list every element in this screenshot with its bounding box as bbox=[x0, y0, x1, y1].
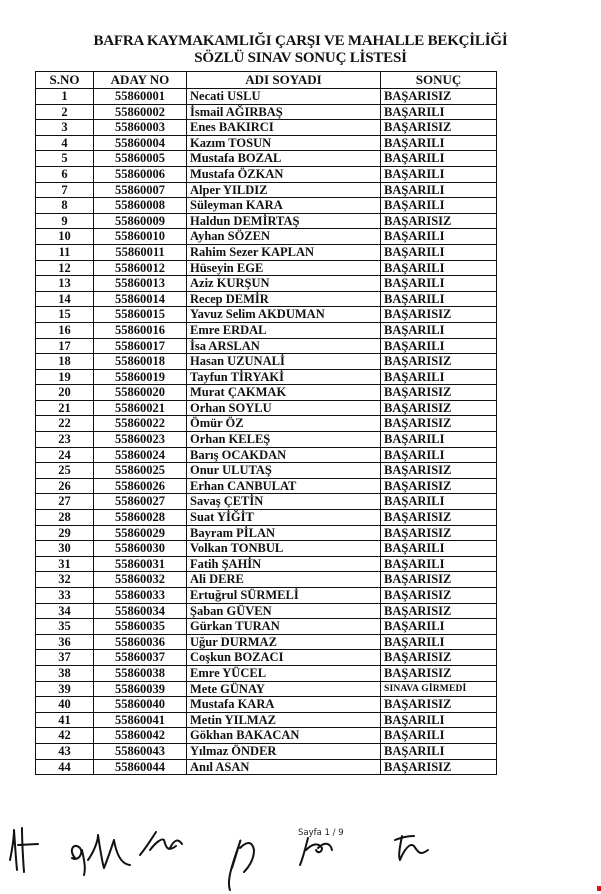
table-row bbox=[36, 510, 497, 526]
signature-5 bbox=[300, 838, 332, 865]
cell-adi-soyadi: Kazım TOSUN bbox=[187, 135, 381, 151]
cell-aday-no: 55860007 bbox=[94, 182, 187, 198]
table-row bbox=[36, 307, 497, 323]
table-row bbox=[36, 276, 497, 292]
table-row bbox=[36, 619, 497, 635]
cell-adi-soyadi: İsmail AĞIRBAŞ bbox=[187, 104, 381, 120]
cell-sonuc: BAŞARILI bbox=[381, 432, 497, 448]
cell-sno: 39 bbox=[36, 681, 94, 697]
cell-aday-no: 55860032 bbox=[94, 572, 187, 588]
cell-aday-no: 55860037 bbox=[94, 650, 187, 666]
header-sno: S.NO bbox=[36, 72, 94, 89]
table-row bbox=[36, 198, 497, 214]
cell-aday-no: 55860035 bbox=[94, 619, 187, 635]
cell-adi-soyadi: Ömür ÖZ bbox=[187, 416, 381, 432]
cell-sno: 29 bbox=[36, 525, 94, 541]
cell-aday-no: 55860030 bbox=[94, 541, 187, 557]
table-row bbox=[36, 120, 497, 136]
table-row bbox=[36, 151, 497, 167]
cell-adi-soyadi: İsa ARSLAN bbox=[187, 338, 381, 354]
cell-aday-no: 55860038 bbox=[94, 665, 187, 681]
cell-aday-no: 55860013 bbox=[94, 276, 187, 292]
cell-aday-no: 55860022 bbox=[94, 416, 187, 432]
cell-adi-soyadi: Gürkan TURAN bbox=[187, 619, 381, 635]
cell-sonuc: BAŞARISIZ bbox=[381, 665, 497, 681]
table-row bbox=[36, 385, 497, 401]
cell-aday-no: 55860019 bbox=[94, 369, 187, 385]
cell-sonuc: BAŞARISIZ bbox=[381, 697, 497, 713]
cell-adi-soyadi: Mustafa BOZAL bbox=[187, 151, 381, 167]
cell-aday-no: 55860002 bbox=[94, 104, 187, 120]
page-number: Sayfa 1 / 9 bbox=[298, 828, 344, 838]
table-row bbox=[36, 354, 497, 370]
cell-adi-soyadi: Enes BAKIRCI bbox=[187, 120, 381, 136]
cell-sonuc: BAŞARILI bbox=[381, 743, 497, 759]
cell-sno: 32 bbox=[36, 572, 94, 588]
table-row bbox=[36, 447, 497, 463]
table-row bbox=[36, 681, 497, 697]
cell-aday-no: 55860029 bbox=[94, 525, 187, 541]
cell-sonuc: BAŞARILI bbox=[381, 619, 497, 635]
cell-sonuc: BAŞARISIZ bbox=[381, 463, 497, 479]
cell-sonuc: BAŞARILI bbox=[381, 276, 497, 292]
cell-sno: 13 bbox=[36, 276, 94, 292]
cell-sno: 15 bbox=[36, 307, 94, 323]
cell-aday-no: 55860020 bbox=[94, 385, 187, 401]
cell-aday-no: 55860023 bbox=[94, 432, 187, 448]
cell-aday-no: 55860024 bbox=[94, 447, 187, 463]
table-row bbox=[36, 89, 497, 105]
document-title-line1: BAFRA KAYMAKAMLIĞI ÇARŞI VE MAHALLE BEKÇİLİĞİ bbox=[93, 33, 508, 49]
cell-aday-no: 55860021 bbox=[94, 400, 187, 416]
cell-sno: 3 bbox=[36, 120, 94, 136]
cell-sno: 5 bbox=[36, 151, 94, 167]
cell-sno: 17 bbox=[36, 338, 94, 354]
cell-sno: 9 bbox=[36, 213, 94, 229]
cell-aday-no: 55860025 bbox=[94, 463, 187, 479]
cell-sonuc: BAŞARISIZ bbox=[381, 572, 497, 588]
cell-sonuc: BAŞARISIZ bbox=[381, 120, 497, 136]
cell-adi-soyadi: Alper YILDIZ bbox=[187, 182, 381, 198]
cell-sonuc: SINAVA GİRMEDİ bbox=[381, 681, 497, 697]
cell-sonuc: BAŞARILI bbox=[381, 182, 497, 198]
results-table bbox=[35, 71, 497, 775]
cell-sno: 22 bbox=[36, 416, 94, 432]
cell-adi-soyadi: Şaban GÜVEN bbox=[187, 603, 381, 619]
cell-sno: 16 bbox=[36, 322, 94, 338]
cell-sonuc: BAŞARILI bbox=[381, 104, 497, 120]
signature-1 bbox=[10, 828, 38, 872]
cell-sonuc: BAŞARILI bbox=[381, 541, 497, 557]
cell-sno: 44 bbox=[36, 759, 94, 775]
table-row bbox=[36, 572, 497, 588]
cell-adi-soyadi: Onur ULUTAŞ bbox=[187, 463, 381, 479]
cell-sno: 26 bbox=[36, 478, 94, 494]
table-row bbox=[36, 369, 497, 385]
cell-adi-soyadi: Hasan UZUNALİ bbox=[187, 354, 381, 370]
cell-aday-no: 55860005 bbox=[94, 151, 187, 167]
cell-sno: 37 bbox=[36, 650, 94, 666]
cell-adi-soyadi: Yavuz Selim AKDUMAN bbox=[187, 307, 381, 323]
cell-sno: 18 bbox=[36, 354, 94, 370]
cell-aday-no: 55860015 bbox=[94, 307, 187, 323]
cell-aday-no: 55860043 bbox=[94, 743, 187, 759]
cell-sonuc: BAŞARISIZ bbox=[381, 89, 497, 105]
table-row bbox=[36, 634, 497, 650]
cell-aday-no: 55860026 bbox=[94, 478, 187, 494]
cell-adi-soyadi: Orhan SOYLU bbox=[187, 400, 381, 416]
cell-sno: 28 bbox=[36, 510, 94, 526]
cell-aday-no: 55860042 bbox=[94, 728, 187, 744]
cell-adi-soyadi: Haldun DEMİRTAŞ bbox=[187, 213, 381, 229]
cell-adi-soyadi: Ali DERE bbox=[187, 572, 381, 588]
cell-sonuc: BAŞARILI bbox=[381, 447, 497, 463]
table-row bbox=[36, 665, 497, 681]
cell-sonuc: BAŞARISIZ bbox=[381, 478, 497, 494]
cell-sonuc: BAŞARISIZ bbox=[381, 510, 497, 526]
cell-adi-soyadi: Barış OCAKDAN bbox=[187, 447, 381, 463]
cell-adi-soyadi: Savaş ÇETİN bbox=[187, 494, 381, 510]
cell-adi-soyadi: Yılmaz ÖNDER bbox=[187, 743, 381, 759]
cell-adi-soyadi: Anıl ASAN bbox=[187, 759, 381, 775]
cell-adi-soyadi: Gökhan BAKACAN bbox=[187, 728, 381, 744]
table-row bbox=[36, 588, 497, 604]
cell-sonuc: BAŞARISIZ bbox=[381, 385, 497, 401]
table-row bbox=[36, 759, 497, 775]
cell-adi-soyadi: Suat YİĞİT bbox=[187, 510, 381, 526]
cell-sonuc: BAŞARILI bbox=[381, 322, 497, 338]
cell-sno: 36 bbox=[36, 634, 94, 650]
cell-sno: 27 bbox=[36, 494, 94, 510]
table-row bbox=[36, 743, 497, 759]
cell-sno: 8 bbox=[36, 198, 94, 214]
cell-sno: 33 bbox=[36, 588, 94, 604]
cell-sno: 6 bbox=[36, 166, 94, 182]
signature-6 bbox=[395, 836, 428, 860]
cell-sonuc: BAŞARISIZ bbox=[381, 307, 497, 323]
table-row bbox=[36, 166, 497, 182]
table-row bbox=[36, 697, 497, 713]
cell-aday-no: 55860010 bbox=[94, 229, 187, 245]
cell-aday-no: 55860004 bbox=[94, 135, 187, 151]
cell-aday-no: 55860041 bbox=[94, 712, 187, 728]
table-row bbox=[36, 104, 497, 120]
document-title-line2: SÖZLÜ SINAV SONUÇ LİSTESİ bbox=[194, 50, 407, 66]
cell-aday-no: 55860001 bbox=[94, 89, 187, 105]
table-row bbox=[36, 260, 497, 276]
cell-adi-soyadi: Mete GÜNAY bbox=[187, 681, 381, 697]
cell-aday-no: 55860009 bbox=[94, 213, 187, 229]
cell-adi-soyadi: Volkan TONBUL bbox=[187, 541, 381, 557]
cell-aday-no: 55860034 bbox=[94, 603, 187, 619]
cell-adi-soyadi: Mustafa KARA bbox=[187, 697, 381, 713]
cell-adi-soyadi: Metin YILMAZ bbox=[187, 712, 381, 728]
cell-aday-no: 55860003 bbox=[94, 120, 187, 136]
cell-sonuc: BAŞARILI bbox=[381, 260, 497, 276]
table-row bbox=[36, 432, 497, 448]
cell-sonuc: BAŞARISIZ bbox=[381, 603, 497, 619]
cell-sno: 42 bbox=[36, 728, 94, 744]
table-row bbox=[36, 541, 497, 557]
cell-sonuc: BAŞARISIZ bbox=[381, 650, 497, 666]
cell-aday-no: 55860031 bbox=[94, 556, 187, 572]
cell-aday-no: 55860017 bbox=[94, 338, 187, 354]
cell-aday-no: 55860006 bbox=[94, 166, 187, 182]
table-row bbox=[36, 650, 497, 666]
cell-sonuc: BAŞARILI bbox=[381, 494, 497, 510]
cell-adi-soyadi: Orhan KELEŞ bbox=[187, 432, 381, 448]
signature-4 bbox=[229, 841, 254, 890]
table-header-row bbox=[36, 72, 497, 89]
table-row bbox=[36, 322, 497, 338]
cell-aday-no: 55860027 bbox=[94, 494, 187, 510]
cell-aday-no: 55860008 bbox=[94, 198, 187, 214]
cell-adi-soyadi: Emre ERDAL bbox=[187, 322, 381, 338]
cell-sonuc: BAŞARILI bbox=[381, 229, 497, 245]
table-row bbox=[36, 728, 497, 744]
table-row bbox=[36, 416, 497, 432]
table-row bbox=[36, 244, 497, 260]
table-row bbox=[36, 291, 497, 307]
cell-adi-soyadi: Emre YÜCEL bbox=[187, 665, 381, 681]
table-row bbox=[36, 400, 497, 416]
cell-adi-soyadi: Recep DEMİR bbox=[187, 291, 381, 307]
cell-sno: 7 bbox=[36, 182, 94, 198]
cell-sonuc: BAŞARILI bbox=[381, 369, 497, 385]
cell-sno: 30 bbox=[36, 541, 94, 557]
table-row bbox=[36, 463, 497, 479]
table-row bbox=[36, 229, 497, 245]
cell-sonuc: BAŞARILI bbox=[381, 151, 497, 167]
cell-sno: 24 bbox=[36, 447, 94, 463]
cell-sonuc: BAŞARISIZ bbox=[381, 588, 497, 604]
cell-aday-no: 55860039 bbox=[94, 681, 187, 697]
cell-adi-soyadi: Murat ÇAKMAK bbox=[187, 385, 381, 401]
table-row bbox=[36, 338, 497, 354]
cell-adi-soyadi: Tayfun TİRYAKİ bbox=[187, 369, 381, 385]
table-body bbox=[36, 89, 497, 775]
cell-sonuc: BAŞARISIZ bbox=[381, 525, 497, 541]
cell-aday-no: 55860011 bbox=[94, 244, 187, 260]
cell-sonuc: BAŞARISIZ bbox=[381, 400, 497, 416]
cell-adi-soyadi: Ayhan SÖZEN bbox=[187, 229, 381, 245]
cell-sonuc: BAŞARISIZ bbox=[381, 213, 497, 229]
cell-sno: 20 bbox=[36, 385, 94, 401]
cell-sno: 10 bbox=[36, 229, 94, 245]
cell-adi-soyadi: Rahim Sezer KAPLAN bbox=[187, 244, 381, 260]
cell-sonuc: BAŞARILI bbox=[381, 135, 497, 151]
cell-sno: 21 bbox=[36, 400, 94, 416]
cell-adi-soyadi: Necati USLU bbox=[187, 89, 381, 105]
cell-aday-no: 55860012 bbox=[94, 260, 187, 276]
signature-2 bbox=[72, 835, 130, 875]
cell-sno: 35 bbox=[36, 619, 94, 635]
cell-sonuc: BAŞARILI bbox=[381, 244, 497, 260]
cell-sno: 38 bbox=[36, 665, 94, 681]
cell-aday-no: 55860033 bbox=[94, 588, 187, 604]
cell-sno: 43 bbox=[36, 743, 94, 759]
cell-aday-no: 55860044 bbox=[94, 759, 187, 775]
cell-aday-no: 55860028 bbox=[94, 510, 187, 526]
header-aday-no: ADAY NO bbox=[94, 72, 187, 89]
cell-adi-soyadi: Aziz KURŞUN bbox=[187, 276, 381, 292]
cell-aday-no: 55860014 bbox=[94, 291, 187, 307]
cell-sonuc: BAŞARILI bbox=[381, 712, 497, 728]
table-row bbox=[36, 213, 497, 229]
cell-sno: 34 bbox=[36, 603, 94, 619]
table-row bbox=[36, 135, 497, 151]
cell-sno: 31 bbox=[36, 556, 94, 572]
cell-sno: 12 bbox=[36, 260, 94, 276]
cell-sonuc: BAŞARILI bbox=[381, 634, 497, 650]
table-row bbox=[36, 603, 497, 619]
signature-3 bbox=[140, 832, 182, 855]
cell-sno: 19 bbox=[36, 369, 94, 385]
cell-sno: 23 bbox=[36, 432, 94, 448]
cell-sonuc: BAŞARISIZ bbox=[381, 416, 497, 432]
cell-sno: 40 bbox=[36, 697, 94, 713]
cell-aday-no: 55860016 bbox=[94, 322, 187, 338]
table-row bbox=[36, 182, 497, 198]
cell-adi-soyadi: Süleyman KARA bbox=[187, 198, 381, 214]
table-row bbox=[36, 525, 497, 541]
cell-adi-soyadi: Fatih ŞAHİN bbox=[187, 556, 381, 572]
cell-adi-soyadi: Coşkun BOZACI bbox=[187, 650, 381, 666]
cell-sno: 25 bbox=[36, 463, 94, 479]
cell-sonuc: BAŞARILI bbox=[381, 728, 497, 744]
cell-adi-soyadi: Hüseyin EGE bbox=[187, 260, 381, 276]
table-row bbox=[36, 494, 497, 510]
cell-adi-soyadi: Erhan CANBULAT bbox=[187, 478, 381, 494]
cell-sno: 11 bbox=[36, 244, 94, 260]
cell-aday-no: 55860040 bbox=[94, 697, 187, 713]
table-row bbox=[36, 556, 497, 572]
cell-sonuc: BAŞARILI bbox=[381, 556, 497, 572]
cell-sonuc: BAŞARISIZ bbox=[381, 759, 497, 775]
cell-aday-no: 55860036 bbox=[94, 634, 187, 650]
header-sonuc: SONUÇ bbox=[381, 72, 497, 89]
cell-adi-soyadi: Uğur DURMAZ bbox=[187, 634, 381, 650]
corner-mark bbox=[597, 886, 601, 891]
cell-adi-soyadi: Bayram PİLAN bbox=[187, 525, 381, 541]
cell-sno: 4 bbox=[36, 135, 94, 151]
cell-adi-soyadi: Ertuğrul SÜRMELİ bbox=[187, 588, 381, 604]
cell-sonuc: BAŞARILI bbox=[381, 338, 497, 354]
cell-sonuc: BAŞARISIZ bbox=[381, 354, 497, 370]
cell-sonuc: BAŞARILI bbox=[381, 291, 497, 307]
cell-aday-no: 55860018 bbox=[94, 354, 187, 370]
table-row bbox=[36, 712, 497, 728]
cell-sonuc: BAŞARILI bbox=[381, 166, 497, 182]
cell-sno: 2 bbox=[36, 104, 94, 120]
cell-sno: 14 bbox=[36, 291, 94, 307]
header-adi-soyadi: ADI SOYADI bbox=[187, 72, 381, 89]
cell-sno: 41 bbox=[36, 712, 94, 728]
cell-sno: 1 bbox=[36, 89, 94, 105]
cell-sonuc: BAŞARILI bbox=[381, 198, 497, 214]
cell-adi-soyadi: Mustafa ÖZKAN bbox=[187, 166, 381, 182]
table-row bbox=[36, 478, 497, 494]
